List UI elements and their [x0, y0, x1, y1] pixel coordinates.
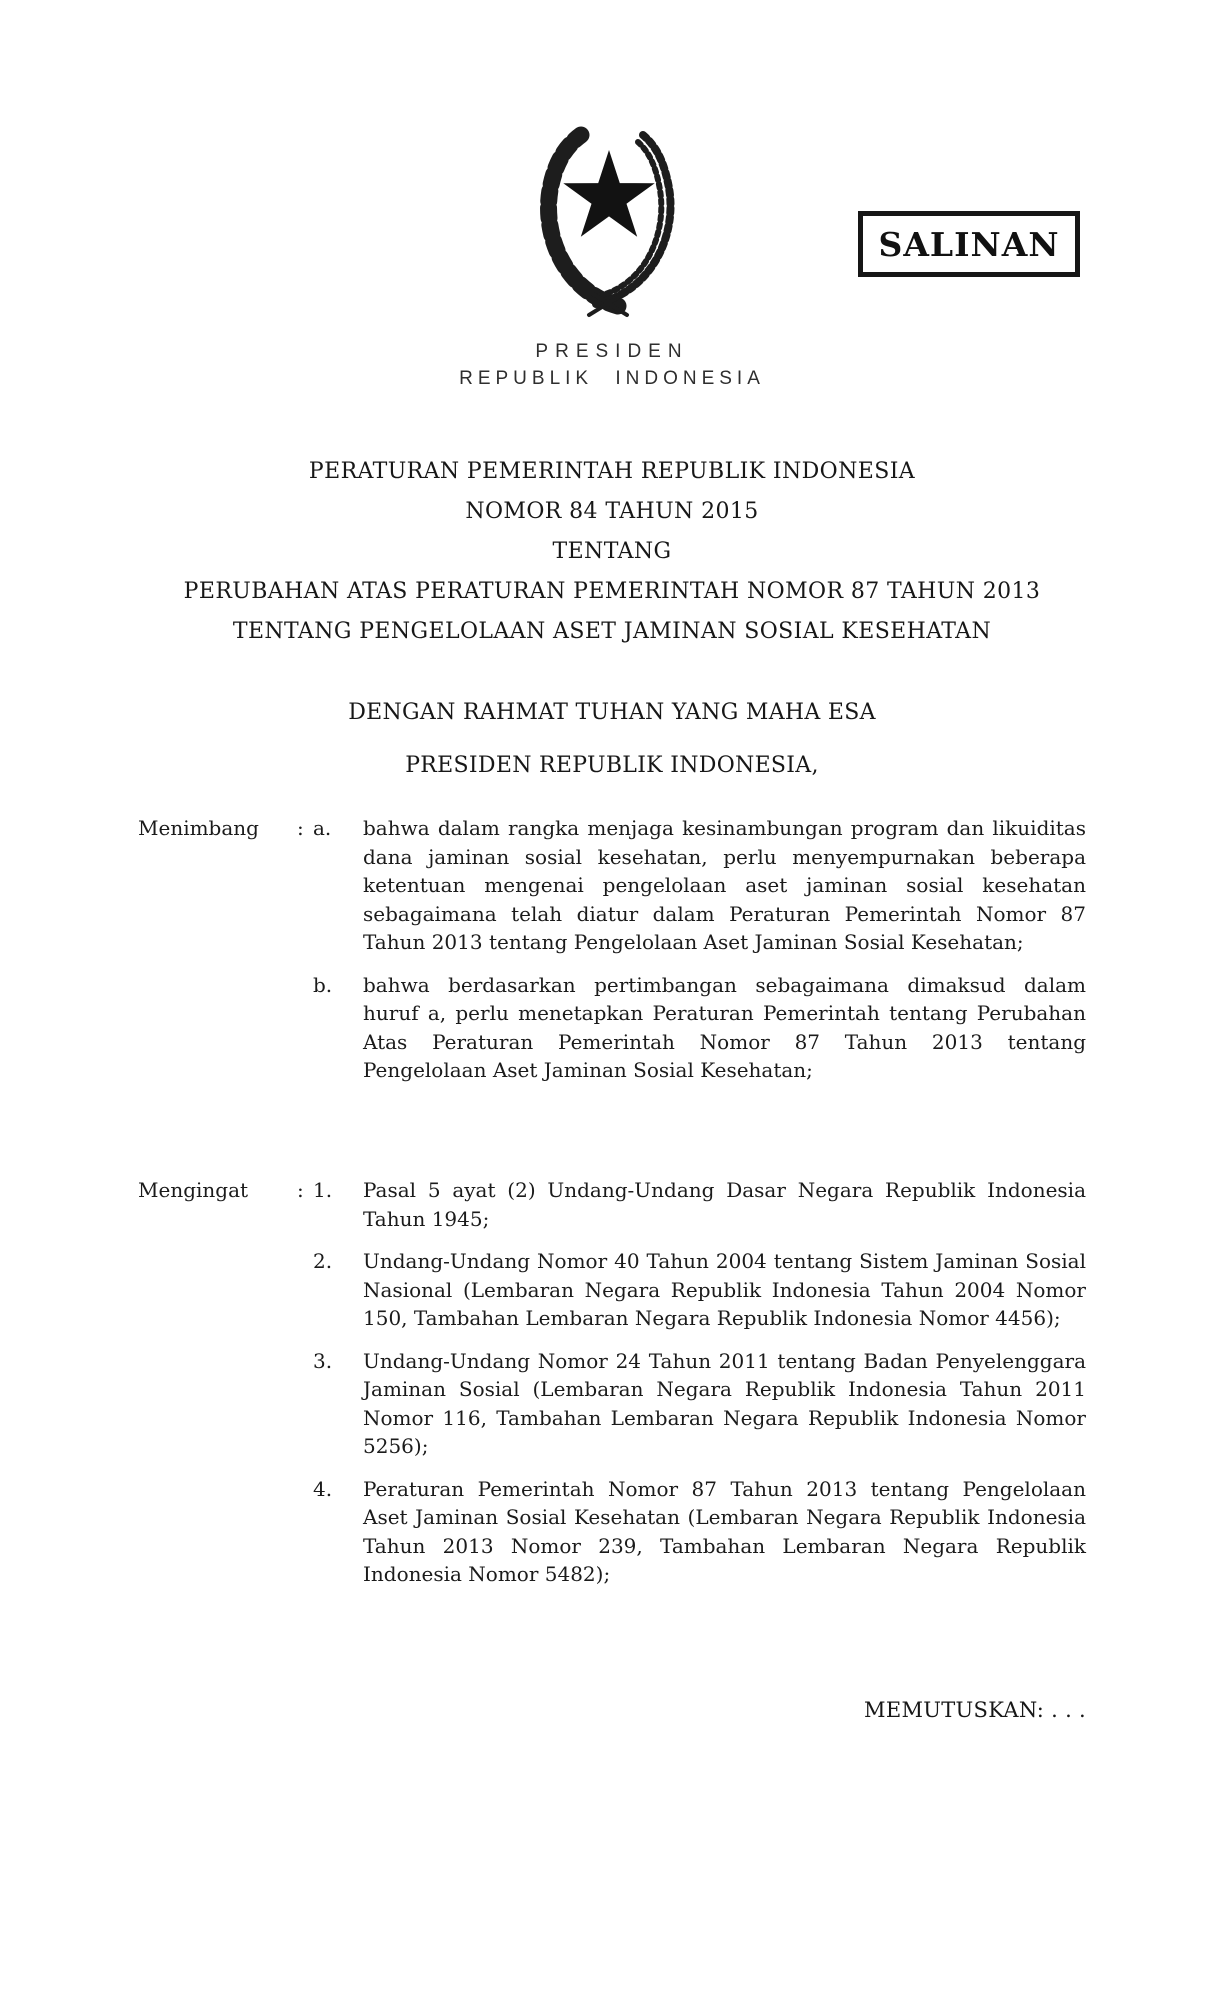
mengingat-item-3: [138, 1347, 1086, 1461]
consideration-text-a: bahwa dalam rangka menjaga kesinambungan program dan likuiditas dana jaminan sosial kesehatan, perlu menyempurnakan beberapa ketentuan mengenai pengelolaan aset jaminan sosial kesehatan sebagaimana telah diatur dalam Peraturan Pemerintah Nomor 87 Tahun 2013 tentang Pengelolaan Aset Jaminan Sosial Kesehatan;: [363, 816, 1086, 954]
list-marker-3: 3.: [313, 1348, 333, 1373]
mengingat-item-1: [138, 1176, 1086, 1233]
menimbang-colon: :: [297, 816, 304, 840]
menimbang-label: Menimbang: [138, 816, 259, 840]
legal-basis-text-1: Pasal 5 ayat (2) Undang-Undang Dasar Negara Republik Indonesia Tahun 1945;: [363, 1178, 1086, 1231]
presidential-seal-emblem: [517, 116, 699, 324]
menimbang-section: [138, 814, 1086, 1099]
title-line-tentang: TENTANG: [552, 539, 672, 564]
mengingat-label: Mengingat: [138, 1178, 249, 1202]
title-line-subject-1: PERUBAHAN ATAS PERATURAN PEMERINTAH NOMOR 87 TAHUN 2013: [183, 579, 1041, 604]
legal-basis-text-2: Undang-Undang Nomor 40 Tahun 2004 tentang Sistem Jaminan Sosial Nasional (Lembaran Negara Republik Indonesia Tahun 2004 Nomor 150, Tambahan Lembaran Negara Republik Indonesia Nomor 4456);: [363, 1249, 1086, 1330]
title-line-subject-2: TENTANG PENGELOLAAN ASET JAMINAN SOSIAL KESEHATAN: [232, 619, 992, 644]
menimbang-item-a: [138, 814, 1086, 957]
letterhead-line-republik-indonesia: REPUBLIK INDONESIA: [459, 368, 765, 389]
title-line-regulation: PERATURAN PEMERINTAH REPUBLIK INDONESIA: [308, 459, 916, 484]
consideration-text-b: bahwa berdasarkan pertimbangan sebagaimana dimaksud dalam huruf a, perlu menetapkan Peraturan Pemerintah tentang Perubahan Atas Peraturan Pemerintah Nomor 87 Tahun 2013 tentang Pengelolaan Aset Jaminan Sosial Kesehatan;: [363, 972, 1086, 1082]
menimbang-item-b: [138, 971, 1086, 1085]
title-line-number-year: NOMOR 84 TAHUN 2015: [465, 499, 759, 524]
list-marker-a: a.: [313, 816, 332, 840]
list-marker-2: 2.: [313, 1249, 333, 1273]
catchword-memutuskan: MEMUTUSKAN: . . .: [864, 1698, 1086, 1722]
mengingat-item-4: [138, 1475, 1086, 1589]
mengingat-section: [138, 1176, 1086, 1603]
letterhead-line-presiden: PRESIDEN: [535, 341, 689, 362]
star-icon: [563, 150, 654, 237]
list-marker-b: b.: [313, 972, 333, 997]
invocation-line: DENGAN RAHMAT TUHAN YANG MAHA ESA: [348, 700, 876, 725]
list-marker-4: 4.: [313, 1476, 333, 1501]
legal-basis-text-3: Undang-Undang Nomor 24 Tahun 2011 tentang Badan Penyelenggara Jaminan Sosial (Lembaran Negara Republik Indonesia Tahun 2011 Nomor 116, Tambahan Lembaran Negara Republik Indonesia Nomor 5256);: [363, 1348, 1086, 1458]
mengingat-item-2: [138, 1247, 1086, 1333]
list-marker-1: 1.: [313, 1178, 333, 1202]
letterhead: [0, 338, 1224, 392]
legal-basis-text-4: Peraturan Pemerintah Nomor 87 Tahun 2013 tentang Pengelolaan Aset Jaminan Sosial Kesehatan (Lembaran Negara Republik Indonesia Tahun 2013 Nomor 239, Tambahan Lembaran Negara Republik Indonesia Nomor 5482);: [363, 1476, 1086, 1586]
authority-line: PRESIDEN REPUBLIK INDONESIA,: [405, 753, 819, 778]
regulation-title-block: [0, 452, 1224, 652]
mengingat-colon: :: [297, 1178, 304, 1202]
salinan-stamp: [858, 211, 1080, 277]
salinan-stamp-label: SALINAN: [878, 224, 1060, 264]
